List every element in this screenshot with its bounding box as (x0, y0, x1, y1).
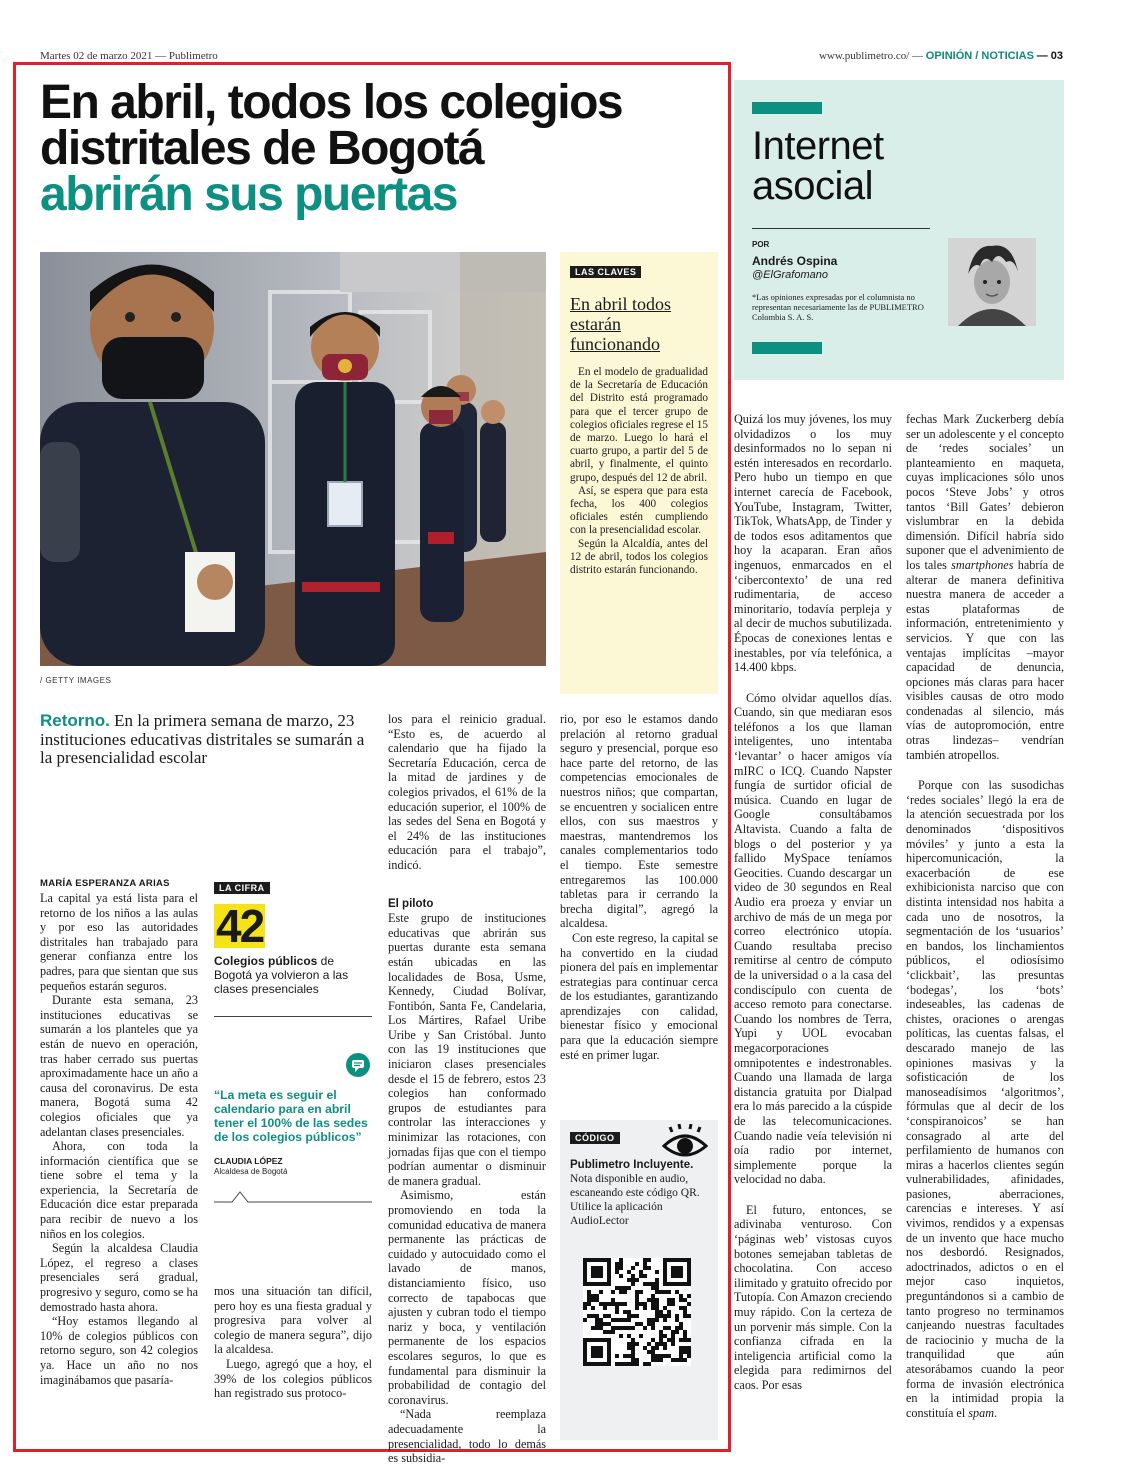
opinion-column-2 (906, 412, 1064, 1420)
folio-page-number: — 03 (1036, 50, 1063, 62)
codigo-strong: Publimetro Incluyente. (570, 1159, 694, 1171)
cifra-tag: LA CIFRA (214, 882, 270, 894)
codigo-text (570, 1158, 708, 1228)
cifra-strong: Colegios públicos (214, 954, 318, 968)
article-headline (40, 76, 730, 221)
author-portrait (948, 238, 1036, 326)
lead-kicker: Retorno. (40, 711, 110, 730)
text-run: . (994, 1405, 998, 1420)
emphasis: spam (968, 1405, 995, 1420)
codigo-tag: CÓDIGO (570, 1132, 620, 1144)
emphasis: smartphones (951, 557, 1014, 572)
claves-paragraph: Según la Alcaldía, antes del 12 de abril, todos los colegios distrito estarán funcionando. (570, 537, 708, 577)
cifra-rest: de Bogotá ya volvieron a las clases presenciales (214, 954, 349, 996)
body-paragraph: La capital ya está lista para el retorno de los niños a las aulas y por eso las autoridades distritales han trabajado para generar confianza entre los padres, para que sientan que sus pequeños estarán seguros. (40, 891, 198, 993)
headline-line-3: abrirán sus puertas (40, 168, 457, 221)
opinion-accent-bar-bottom (752, 342, 822, 354)
pull-quote-name: CLAUDIA LÓPEZ (214, 1156, 283, 1166)
body-paragraph: los para el reinicio gradual. “Esto es, de acuerdo al calendario que ha fijado la Secretaría Educación, cerca de la mitad de jardines y de colegios privados, el 61% de la educación superior, el 100% de las sedes del Sena en Bogotá y el 24% de las instituciones educación para el trabajo”, indicó. (388, 712, 546, 872)
body-paragraph: Luego, agregó que a hoy, el 39% de los colegios públicos han registrado sus protoco- (214, 1356, 372, 1401)
body-paragraph: Según la alcaldesa Claudia López, el regreso a clases presenciales será gradual, progresivo y seguro, como se ha demostrado hasta ahora. (40, 1241, 198, 1314)
body-paragraph: Asimismo, están promoviendo en toda la comunidad educativa de manera permanente las prácticas de cuidado y autocuidado como el lavado de manos, distanciamiento físico, uso correcto de tapabocas que ajusten y cubran todo el tiempo nariz y boca, y ventilación permanente de los espacios escolares seguros, lo que es fundamental para disminuir la probabilidad de contagio del coronavirus. (388, 1188, 546, 1407)
opinion-title (752, 126, 884, 206)
opinion-column-1 (734, 412, 892, 1393)
claves-box (560, 252, 718, 694)
article-photo-students (40, 252, 546, 666)
body-paragraph: Quizá los muy jóvenes, los muy olvidadizos o los muy desinformados no lo sepan ni estén interesados en recordarlo. Pero hubo un tiempo en que internet carecía de Facebook, YouTube, Instagram, Twitter, TikTok, WhatsApp, de Tinder y de todos esos aditamentos que hoy la acaparan. Eran años ingenuos, enmarcados en el ‘cibercontexto’ de una red rudimentaria, de acceso minoritario, todavía perpleja y al decir de muchos subutilizada. Épocas de conexiones lentas e inestables, por vía telefónica, a 14.400 kbps. (734, 412, 892, 675)
text-run: Porque con las susodichas ‘redes sociales’ llegó la era de la atención secuestrada por los denominados ‘dispositivos móviles’ y junto a esta la hipercomunicación, la exacerbación de ese exhibicionista narciso que con distinta intensidad nos habita a cada uno de nosotros, la segmentación de los ‘usuarios’ en bandos, los linchamientos públicos, el odiosísimo ‘clickbait’, las presuntas ‘bodegas’, los ‘bots’ indeseables, las cadenas de chistes, oraciones o arengas políticas, las cuentas falsas, el descarado manejo de las opiniones masivas y la sofisticación de los manoseadísimos ‘algoritmos’, fórmulas que al decir de los ‘conspiranoicos’ se han consagrado al arte del perfilamiento de humanos con miras a hacerlos clientes según vulnerabilidades, afinidades, pasiones, aberraciones, carencias e intereses. Y así vivimos, rendidos y a expensas de un invento que hace mucho nos desbordó. Resignados, adoctrinados, adictos o en el mejor caso inquietos, preguntándonos si a cambio de tanto progreso no terminamos canjeando nuestras facultades de raciocinio y mucha de la tranquilidad que aún atesorábamos cuando la peor forma de invasión electrónica en la intimidad propia la constituía el (906, 778, 1064, 1420)
claves-body (570, 366, 708, 577)
opinion-por-label: POR (752, 240, 770, 249)
subhead-el-piloto: El piloto (388, 897, 434, 910)
body-paragraph (906, 778, 1064, 1420)
pull-quote-role: Alcaldesa de Bogotá (214, 1167, 288, 1176)
opinion-author: Andrés Ospina (752, 254, 838, 268)
body-paragraph: El futuro, entonces, se adivinaba venturoso. Con ‘páginas web’ vistosas cuyos botones semejaban tabletas de chocolatina. Con acceso ilimitado y gratuito ofrecido por Tutopía. Con Amazon creciendo muy rápido. Con la certeza de un porvenir más simple. Con la confianza cifrada en la inteligencia artificial como la elegida para redimirnos del caos. Por esas (734, 1202, 892, 1392)
headline-line-1: En abril, todos los colegios (40, 76, 623, 129)
body-paragraph: “Hoy estamos llegando al 10% de colegios públicos con retorno seguro, son 42 colegios ya. Hace un año no nos imaginábamos que pasaría- (40, 1314, 198, 1387)
cifra-number: 42 (216, 900, 264, 952)
text-run: fechas Mark Zuckerberg debía ser un adolescente y el concepto de ‘redes sociales’ un planteamiento en maqueta, cuyas implicaciones sólo unos pocos ‘Steve Jobs’ y otros tantos ‘Bill Gates’ debieron vislumbrar en la debida dimensión. Difícil habría sido suponer que el advenimiento de los tales (906, 412, 1064, 572)
body-paragraph: “Nada reemplaza adecuadamente la presencialidad, todo lo demás es subsidia- (388, 1407, 546, 1466)
qr-code-graphic (583, 1258, 691, 1366)
folio-section-name: OPINIÓN / NOTICIAS (925, 50, 1034, 62)
claves-tag: LAS CLAVES (570, 266, 641, 278)
body-paragraph: Cómo olvidar aquellos días. Cuando, sin que mediaran esos teléfonos a los que llaman inteligentes, uno intentaba ‘levantar’ o hacer amigos vía mIRC o ICQ. Cuando Napster fungía de surtidor oficial de música. Cuando en lugar de Google consultábamos Altavista. Cuando a falta de blogs o del posterior y ya fallido MySpace teníamos Geocities. Cuando descargar un video de 30 segundos en Real Audio era proeza y enviar un archivo de más de un mega por correo electrónico utopía. Cuando resultaba preciso remitirse al centro de cómputo de la universidad o a la casa del condiscípulo con cuenta de acceso remoto para conectarse. Cuando los nombres de Terra, Yupi y UOL evocaban megacorporaciones omnipotentes e indestronables. Cuando una llamada de larga distancia gratuita por Dialpad era lo más parecido a la cúspide de las telecomunicaciones. Cuando nadie veía televisión ni oía radio por internet, simplemente porque la velocidad no daba. (734, 690, 892, 1187)
body-paragraph (906, 412, 1064, 762)
cifra-text (214, 954, 372, 996)
opinion-accent-bar-top (752, 102, 822, 114)
opinion-divider (752, 228, 930, 229)
article-column-3 (388, 712, 546, 1466)
body-paragraph: Ahora, con toda la información científica que se tiene sobre el tema y la experiencia, la Secretaría de Educación dice estar preparada para recibir de nuevo a los niños en los colegios. (40, 1139, 198, 1241)
folio-section (819, 50, 1063, 62)
accessibility-eye-icon (660, 1124, 710, 1164)
headline-line-2: distritales de Bogotá (40, 122, 484, 175)
photo-credit: / GETTY IMAGES (40, 676, 112, 685)
folio-site[interactable]: www.publimetro.co/ — (818, 50, 924, 62)
body-paragraph: mos una situación tan difícil, pero hoy es una fiesta gradual y progresiva para volver al colegio de manera segura”, dijo la alcaldesa. (214, 1284, 372, 1357)
body-paragraph: rio, por eso le estamos dando prelación al retorno gradual seguro y presencial, porque eso hace parte del retorno, de las competencias emocionales de nuestros niños; que compartan, se encuentren y socialicen entre ellos, con sus maestros y maestras, mantendremos los canales complementarios todo el tiempo. Este semestre entregaremos las 100.000 tabletas para ir cerrando la brecha digital”, agregó la alcaldesa. (560, 712, 718, 931)
qr-code[interactable] (583, 1258, 691, 1366)
speech-bubble-icon (346, 1053, 370, 1077)
cifra-box (214, 878, 372, 1017)
article-column-4 (560, 712, 718, 1062)
folio-date: Martes 02 de marzo 2021 — Publimetro (40, 50, 218, 62)
article-byline: MARÍA ESPERANZA ARIAS (40, 878, 170, 889)
quote-divider-line (214, 1190, 372, 1204)
body-paragraph: Este grupo de instituciones educativas que abrirán sus puertas durante esta semana están ubicadas en las localidades de Bosa, Usme, Kennedy, Ciudad Bolívar, Fontibón, Santa Fe, Candelaria, Los Mártires, Rafael Uribe Uribe y San Cristóbal. Junto con las 19 instituciones que iniciaron clases presenciales desde el 15 de febrero, estos 23 colegios han conformado grupos de estudiantes para controlar las interacciones y minimizar las rotaciones, con jornadas fijas que con el tiempo podrían aumentar o disminuir de manera gradual. (388, 911, 546, 1188)
claves-title: En abril todos estarán funcionando (570, 294, 671, 354)
pull-quote: “La meta es seguir el calendario para en abril tener el 100% de las sedes de los colegios públicos” (214, 1088, 368, 1144)
text-run: habría de alterar de manera definitiva nuestra manera de acceder a estas plataformas de información, entretenimiento y servicios. Y que con las ventajas implícitas –mayor capacidad de denuncia, opciones más claras para hacer visibles causas de otro modo condenadas al silencio, más vías de autopromoción, entre otras lindezas– vendrían también atropellos. (906, 557, 1064, 762)
students-illustration (40, 252, 546, 666)
cifra-divider (214, 1016, 372, 1017)
lead-text: En la primera semana de marzo, 23 instituciones educativas distritales se sumarán a la presencialidad escolar (40, 711, 365, 767)
body-paragraph: Con este regreso, la capital se ha convertido en la ciudad pionera del país en implementar estrategias para continuar cerca de los estudiantes, garantizando aprendizajes con calidad, bienestar físico y emocional para que la educación siempre esté en primer lugar. (560, 930, 718, 1062)
article-column-1 (40, 891, 198, 1387)
article-column-2 (214, 1284, 372, 1401)
opinion-title-line-2: asocial (752, 164, 874, 208)
article-lead (40, 712, 370, 768)
body-paragraph: Durante esta semana, 23 instituciones educativas se sumarán a los planteles que ya están de nuevo en operación, tras haber cerrado sus puertas aproximadamente hace un año a causa del coronavirus. De esta manera, Bogotá suma 42 colegios oficiales que ya adelantan clases presenciales. (40, 993, 198, 1139)
codigo-rest: Nota disponible en audio, escaneando este código QR. Utilice la aplicación AudioLector (570, 1173, 700, 1227)
claves-paragraph: En el modelo de gradualidad de la Secretaría de Educación del Distrito está programado para que el tercer grupo de colegios oficiales regrese el 15 de marzo. Luego lo hará el cuarto grupo, a partir del 5 de abril, y finalmente, el quinto grupo, después del 12 de abril. (570, 366, 708, 484)
opinion-disclaimer: *Las opiniones expresadas por el columnista no representan necesariamente las de PUBLIMETRO Colombia S. A. S. (752, 292, 924, 322)
opinion-title-line-1: Internet (752, 124, 884, 168)
opinion-handle[interactable]: @ElGrafomano (752, 269, 828, 281)
claves-paragraph: Así, se espera que para esta fecha, los 400 colegios oficiales estén cumpliendo con la presencialidad escolar. (570, 484, 708, 537)
